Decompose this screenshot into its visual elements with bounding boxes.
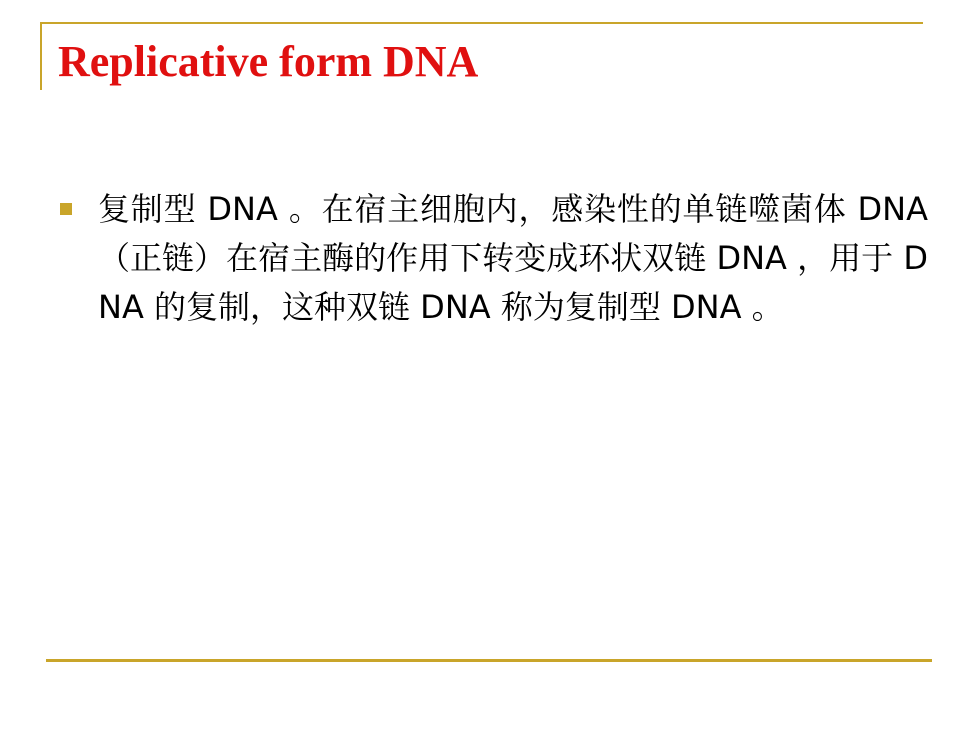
bullet-text: 复制型 DNA 。在宿主细胞内，感染性的单链噬菌体 DNA （正链）在宿主酶的作用下转变成环状双链 DNA ，用于 DNA 的复制，这种双链 DNA 称为复制型 DNA 。 xyxy=(98,190,928,326)
slide-title: Replicative form DNA xyxy=(58,37,479,86)
top-divider xyxy=(40,22,923,24)
bottom-divider xyxy=(46,659,932,662)
square-bullet-icon xyxy=(60,203,72,215)
left-divider xyxy=(40,22,42,90)
bullet-item xyxy=(60,185,930,332)
